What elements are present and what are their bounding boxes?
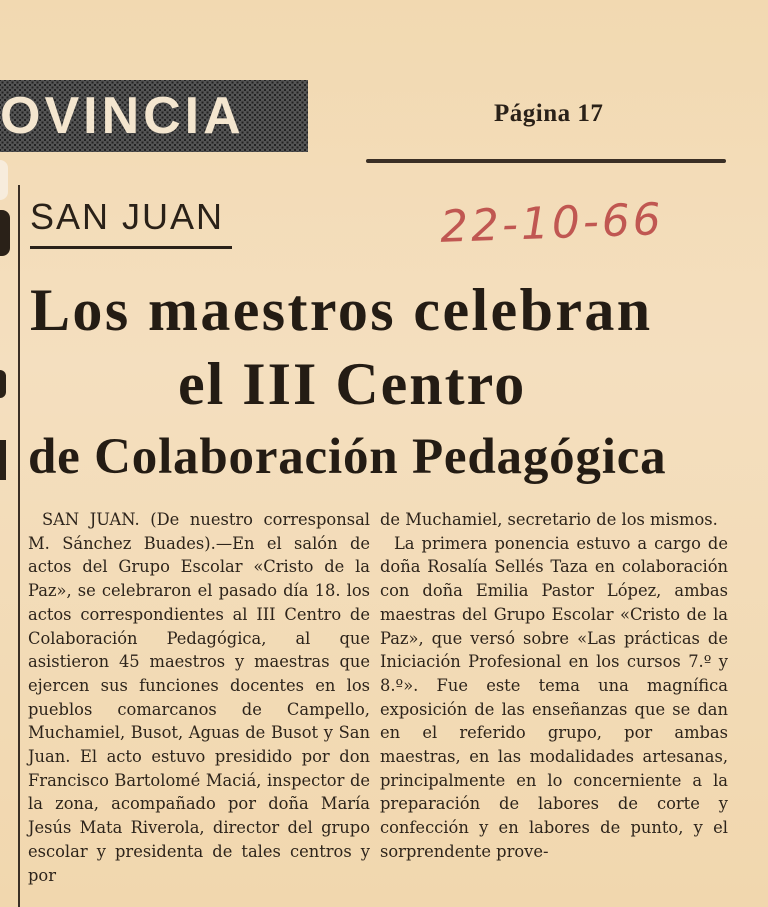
- handwritten-date: 22-10-66: [439, 194, 665, 253]
- article-column-left: [28, 508, 370, 887]
- article-column-right: [380, 508, 728, 864]
- header-rule: [366, 159, 726, 163]
- column-divider: [18, 185, 20, 907]
- article-paragraph: La primera ponencia estuvo a cargo de doña Rosalía Sellés Taza en colaboración con doña Emilia Pastor López, ambas maestras del Grupo Escolar «Cristo de la Paz», que versó sobre «Las prácticas de Iniciación Profesional en los cursos 7.º y 8.º». Fue este tema una magnífica exposición de las enseñanzas que se dan en el referido grupo, por ambas maestras, en las modalidades artesanas, principalmente en lo concerniente a la preparación de labores de corte y confección y en labores de punto, y el sorprendente prove-: [380, 533, 728, 861]
- torn-edge: [0, 160, 8, 200]
- headline-line-1: Los maestros celebran: [30, 277, 653, 343]
- headline-line-3: de Colaboración Pedagógica: [28, 429, 667, 485]
- adjacent-article-fragment: [0, 210, 10, 256]
- section-label: OVINCIA: [0, 87, 245, 145]
- article-paragraph: SAN JUAN. (De nuestro corresponsal M. Sánchez Buades).—En el salón de actos del Grupo Escolar «Cristo de la Paz», se celebraron el pasado día 18. los actos correspondientes al III Centro de Colaboración Pedagógica, al que asistieron 45 maestros y maestras que ejercen sus funciones docentes en los pueblos comarcanos de Campello, Muchamiel, Busot, Aguas de Busot y San Juan. El acto estuvo presidido por don Francisco Bartolomé Maciá, inspector de la zona, acompañado por doña María Jesús Mata Riverola, director del grupo escolar y presidenta de tales centros y por: [28, 510, 370, 885]
- page-number: Página 17: [494, 100, 604, 127]
- article-place-label: SAN JUAN: [30, 196, 225, 237]
- place-underline: [30, 246, 232, 249]
- adjacent-article-fragment: [0, 440, 6, 480]
- adjacent-article-fragment: [0, 370, 6, 398]
- section-banner: [0, 80, 308, 152]
- article-paragraph-continued: de Muchamiel, secretario de los mismos.: [380, 510, 718, 529]
- headline-line-2: el III Centro: [178, 351, 527, 417]
